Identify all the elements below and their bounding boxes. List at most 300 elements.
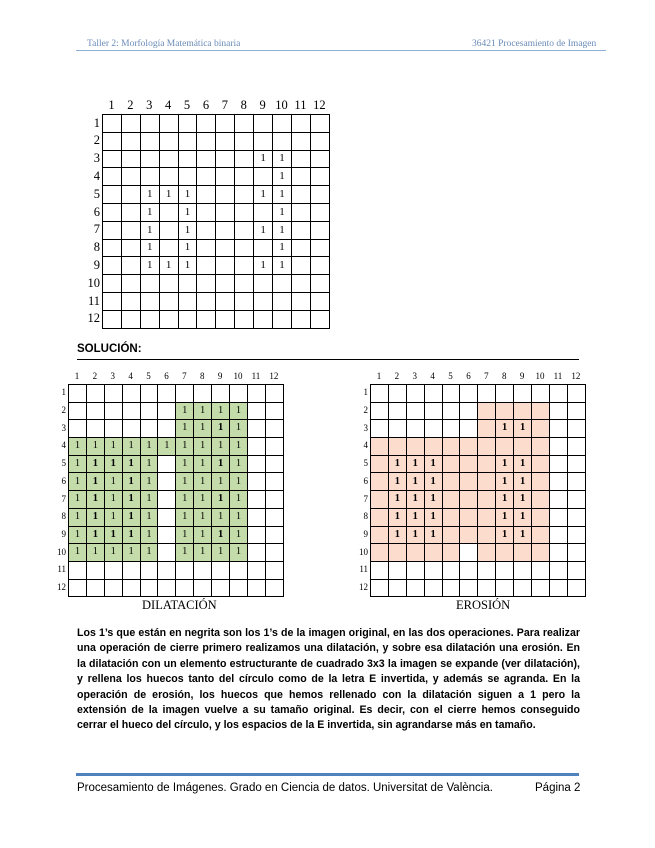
grid-cell — [216, 132, 235, 150]
grid-cell — [140, 385, 158, 403]
grid-cell — [212, 561, 230, 579]
grid-cell: 1 — [122, 473, 140, 491]
grid-cell — [178, 132, 197, 150]
footer-divider — [76, 773, 579, 776]
grid-cell — [235, 292, 254, 310]
row-label: 2 — [363, 405, 368, 416]
grid-cell — [514, 544, 532, 562]
grid-cell — [532, 526, 550, 544]
grid-cell: 1 — [122, 544, 140, 562]
grid-cell: 1 — [178, 186, 197, 204]
grid-cell — [197, 292, 216, 310]
grid-cell — [273, 310, 292, 328]
grid-cell — [178, 292, 197, 310]
grid-cell — [235, 239, 254, 257]
col-label: 10 — [275, 98, 288, 112]
grid-cell — [121, 239, 140, 257]
grid-cell — [122, 420, 140, 438]
grid-cell: 1 — [406, 491, 424, 509]
row-label: 6 — [93, 204, 100, 219]
grid-cell — [122, 402, 140, 420]
grid-cell — [140, 310, 159, 328]
grid-cell — [103, 203, 122, 221]
grid-cell — [388, 438, 406, 456]
grid-row — [371, 420, 586, 438]
grid-cell — [140, 132, 159, 150]
grid-row — [103, 150, 330, 168]
grid-cell — [371, 508, 389, 526]
col-label: 3 — [412, 371, 417, 381]
grid-cell — [212, 579, 230, 597]
header-divider — [76, 50, 606, 51]
grid-cell: 1 — [254, 257, 273, 275]
grid-cell — [291, 257, 310, 275]
grid-cell — [496, 385, 514, 403]
grid-cell: 1 — [496, 455, 514, 473]
grid-row — [69, 544, 284, 562]
grid-cell: 1 — [230, 491, 248, 509]
grid-row — [103, 310, 330, 328]
grid-cell — [310, 115, 329, 133]
grid-cell: 1 — [388, 491, 406, 509]
grid-cell — [496, 544, 514, 562]
grid-cell — [121, 292, 140, 310]
grid-row — [371, 579, 586, 597]
grid-row — [371, 508, 586, 526]
row-label: 10 — [57, 546, 66, 557]
grid-cell — [388, 402, 406, 420]
grid-cell — [496, 561, 514, 579]
grid-cell — [388, 385, 406, 403]
grid-cell — [371, 491, 389, 509]
grid-cell — [103, 275, 122, 293]
grid-row — [69, 402, 284, 420]
dilation-caption: DILATACIÓN — [142, 598, 217, 612]
grid-cell — [265, 385, 283, 403]
row-label: 5 — [93, 186, 100, 201]
grid-cell — [159, 221, 178, 239]
col-label: 5 — [146, 371, 151, 381]
grid-cell: 1 — [212, 526, 230, 544]
grid-cell — [514, 402, 532, 420]
grid-cell — [549, 508, 567, 526]
grid-cell: 1 — [388, 508, 406, 526]
grid-cell — [140, 579, 158, 597]
grid-cell — [549, 385, 567, 403]
grid-cell — [567, 473, 585, 491]
grid-cell — [86, 385, 104, 403]
grid-row — [103, 257, 330, 275]
grid-cell — [424, 544, 442, 562]
grid-cell — [158, 455, 176, 473]
row-label: 4 — [363, 440, 368, 451]
grid-cell — [122, 385, 140, 403]
grid-cell — [567, 561, 585, 579]
grid-cell — [140, 561, 158, 579]
grid-cell — [103, 186, 122, 204]
grid-cell — [197, 203, 216, 221]
row-label: 8 — [363, 511, 368, 522]
grid-cell — [532, 455, 550, 473]
grid-cell: 1 — [194, 473, 212, 491]
grid-cell — [478, 385, 496, 403]
grid-cell — [371, 438, 389, 456]
grid-cell — [103, 168, 122, 186]
grid-cell — [291, 221, 310, 239]
grid-cell — [103, 292, 122, 310]
grid-cell — [265, 544, 283, 562]
grid-cell — [532, 473, 550, 491]
grid-cell — [567, 579, 585, 597]
grid-cell — [158, 561, 176, 579]
col-label: 12 — [269, 371, 279, 381]
grid-cell — [159, 115, 178, 133]
grid-cell — [247, 544, 265, 562]
grid-cell — [514, 579, 532, 597]
grid-cell: 1 — [212, 455, 230, 473]
grid-cell — [265, 455, 283, 473]
grid-cell — [496, 402, 514, 420]
grid-cell — [254, 132, 273, 150]
grid-cell — [567, 508, 585, 526]
grid-cell — [291, 150, 310, 168]
grid-cell — [388, 561, 406, 579]
grid-cell — [549, 438, 567, 456]
grid-cell — [194, 561, 212, 579]
grid-cell — [442, 526, 460, 544]
grid-cell — [247, 402, 265, 420]
grid-cell — [310, 310, 329, 328]
grid-cell: 1 — [194, 508, 212, 526]
grid-cell — [247, 438, 265, 456]
grid-cell: 1 — [194, 491, 212, 509]
grid-cell — [121, 275, 140, 293]
row-label: 10 — [87, 275, 100, 290]
grid-cell — [140, 168, 159, 186]
grid-cell — [291, 203, 310, 221]
grid-cell — [159, 132, 178, 150]
grid-cell: 1 — [140, 239, 159, 257]
grid-cell — [235, 132, 254, 150]
grid-cell — [159, 239, 178, 257]
grid-cell — [103, 221, 122, 239]
grid-cell — [442, 438, 460, 456]
grid-cell: 1 — [496, 420, 514, 438]
grid-cell — [159, 168, 178, 186]
grid-cell — [235, 221, 254, 239]
grid-cell — [247, 561, 265, 579]
grid-cell — [69, 420, 87, 438]
grid-cell: 1 — [230, 455, 248, 473]
grid-cell — [567, 438, 585, 456]
grid-cell — [197, 186, 216, 204]
grid-cell — [478, 438, 496, 456]
grid-cell: 1 — [254, 186, 273, 204]
grid-cell — [159, 292, 178, 310]
grid-cell: 1 — [273, 221, 292, 239]
col-label: 1 — [108, 98, 115, 112]
grid-cell — [460, 491, 478, 509]
grid-cell — [567, 420, 585, 438]
grid-cell: 1 — [122, 508, 140, 526]
grid-cell — [291, 132, 310, 150]
grid-cell: 1 — [140, 473, 158, 491]
grid-cell: 1 — [104, 438, 122, 456]
grid-cell: 1 — [194, 402, 212, 420]
grid-cell: 1 — [104, 455, 122, 473]
row-label: 8 — [61, 511, 66, 522]
grid-cell: 1 — [69, 491, 87, 509]
grid-cell — [567, 491, 585, 509]
grid-cell — [371, 455, 389, 473]
grid-cell — [121, 203, 140, 221]
grid-cell — [549, 473, 567, 491]
grid-cell — [121, 115, 140, 133]
row-label: 7 — [93, 222, 100, 237]
grid-cell — [273, 115, 292, 133]
grid-cell — [424, 438, 442, 456]
grid-cell: 1 — [140, 455, 158, 473]
grid-cell — [442, 491, 460, 509]
col-label: 5 — [183, 98, 191, 112]
row-label: 3 — [61, 422, 66, 433]
grid-cell — [235, 257, 254, 275]
grid-cell — [194, 385, 212, 403]
grid-row — [69, 508, 284, 526]
grid-cell — [247, 526, 265, 544]
grid-cell — [424, 561, 442, 579]
grid-cell: 1 — [514, 526, 532, 544]
grid-cell — [216, 292, 235, 310]
grid-cell — [121, 168, 140, 186]
grid-cell — [442, 420, 460, 438]
grid-cell — [532, 438, 550, 456]
grid-cell — [216, 257, 235, 275]
grid-cell — [291, 310, 310, 328]
grid-cell — [310, 168, 329, 186]
grid-cell — [176, 561, 194, 579]
grid-cell — [158, 526, 176, 544]
grid-cell: 1 — [230, 420, 248, 438]
grid-cell — [178, 310, 197, 328]
row-label: 1 — [363, 387, 368, 398]
grid-cell — [567, 385, 585, 403]
grid-cell — [140, 292, 159, 310]
grid-cell: 1 — [424, 455, 442, 473]
grid-cell: 1 — [388, 473, 406, 491]
grid-cell: 1 — [122, 526, 140, 544]
grid-cell — [254, 310, 273, 328]
grid-cell — [104, 579, 122, 597]
grid-cell — [273, 292, 292, 310]
grid-cell: 1 — [273, 150, 292, 168]
grid-row — [103, 203, 330, 221]
grid-cell — [122, 579, 140, 597]
grid-cell — [549, 526, 567, 544]
grid-cell: 1 — [158, 438, 176, 456]
grid-cell — [104, 385, 122, 403]
grid-cell: 1 — [176, 420, 194, 438]
col-label: 2 — [127, 98, 134, 112]
grid-cell: 1 — [273, 168, 292, 186]
grid-cell — [371, 402, 389, 420]
row-label: 3 — [363, 422, 368, 433]
grid-cell — [442, 473, 460, 491]
grid-cell: 1 — [86, 455, 104, 473]
grid-cell: 1 — [514, 455, 532, 473]
grid-cell — [216, 168, 235, 186]
grid-cell — [216, 239, 235, 257]
grid-cell — [104, 561, 122, 579]
row-label: 6 — [61, 475, 66, 486]
grid-cell — [388, 579, 406, 597]
grid-cell — [496, 438, 514, 456]
grid-cell: 1 — [212, 544, 230, 562]
col-label: 4 — [430, 371, 435, 381]
col-label: 4 — [165, 98, 172, 112]
grid-cell: 1 — [86, 508, 104, 526]
grid-cell — [103, 115, 122, 133]
grid-cell: 1 — [140, 257, 159, 275]
col-label: 6 — [466, 371, 471, 381]
grid-cell — [291, 239, 310, 257]
grid-cell: 1 — [194, 455, 212, 473]
grid-cell — [247, 385, 265, 403]
grid-cell — [371, 420, 389, 438]
grid-cell — [549, 420, 567, 438]
grid-cell — [121, 150, 140, 168]
row-label: 11 — [359, 564, 368, 575]
grid-cell: 1 — [496, 473, 514, 491]
grid-cell — [549, 544, 567, 562]
grid-cell: 1 — [178, 239, 197, 257]
grid-cell — [235, 115, 254, 133]
grid-cell: 1 — [230, 544, 248, 562]
grid-cell — [121, 132, 140, 150]
grid-cell: 1 — [212, 402, 230, 420]
grid-cell — [460, 420, 478, 438]
grid-cell — [216, 186, 235, 204]
grid-cell: 1 — [194, 526, 212, 544]
grid-cell — [197, 257, 216, 275]
grid-cell: 1 — [122, 455, 140, 473]
grid-row — [103, 132, 330, 150]
grid-cell: 1 — [254, 150, 273, 168]
grid-cell — [159, 150, 178, 168]
grid-cell: 1 — [212, 438, 230, 456]
grid-cell — [406, 561, 424, 579]
grid-cell — [178, 115, 197, 133]
grid-cell: 1 — [104, 473, 122, 491]
grid-cell — [216, 203, 235, 221]
grid-cell — [178, 150, 197, 168]
grid-cell — [549, 455, 567, 473]
grid-cell: 1 — [176, 526, 194, 544]
grid-cell — [103, 150, 122, 168]
erosion-caption: EROSIÓN — [456, 598, 511, 612]
grid-cell — [159, 310, 178, 328]
grid-cell — [549, 561, 567, 579]
grid-cell — [230, 579, 248, 597]
grid-cell: 1 — [496, 491, 514, 509]
grid-cell — [478, 544, 496, 562]
grid-cell: 1 — [230, 438, 248, 456]
grid-cell — [159, 275, 178, 293]
grid-cell — [273, 275, 292, 293]
erosion-grid-table — [370, 384, 586, 597]
col-label: 7 — [182, 371, 187, 381]
grid-cell — [273, 132, 292, 150]
grid-cell: 1 — [424, 491, 442, 509]
grid-cell — [230, 561, 248, 579]
grid-cell: 1 — [86, 491, 104, 509]
grid-row — [371, 561, 586, 579]
grid-cell: 1 — [178, 257, 197, 275]
grid-cell — [178, 168, 197, 186]
grid-cell: 1 — [140, 508, 158, 526]
row-label: 12 — [87, 311, 100, 326]
grid-cell — [371, 385, 389, 403]
grid-cell: 1 — [388, 455, 406, 473]
grid-row — [371, 544, 586, 562]
col-label: 5 — [448, 371, 453, 381]
grid-cell — [460, 385, 478, 403]
grid-cell — [86, 561, 104, 579]
grid-cell: 1 — [273, 257, 292, 275]
grid-cell: 1 — [140, 203, 159, 221]
grid-cell — [478, 473, 496, 491]
grid-row — [69, 491, 284, 509]
grid-cell: 1 — [212, 491, 230, 509]
grid-row — [103, 221, 330, 239]
grid-cell — [532, 508, 550, 526]
grid-cell — [178, 275, 197, 293]
grid-cell — [197, 239, 216, 257]
grid-cell — [194, 579, 212, 597]
col-label: 1 — [376, 371, 382, 381]
grid-cell — [158, 579, 176, 597]
grid-cell — [567, 402, 585, 420]
grid-cell — [460, 438, 478, 456]
col-label: 11 — [251, 371, 261, 381]
grid-cell: 1 — [388, 526, 406, 544]
grid-cell: 1 — [273, 186, 292, 204]
grid-cell — [247, 455, 265, 473]
grid-cell — [247, 508, 265, 526]
grid-cell — [254, 275, 273, 293]
row-label: 4 — [61, 440, 66, 451]
row-label: 12 — [57, 582, 66, 593]
grid-cell — [216, 275, 235, 293]
grid-cell: 1 — [69, 473, 87, 491]
grid-cell — [371, 561, 389, 579]
col-label: 6 — [202, 98, 210, 112]
grid-cell — [254, 239, 273, 257]
row-label: 7 — [363, 493, 368, 504]
grid-row — [371, 526, 586, 544]
grid-row — [69, 473, 284, 491]
grid-cell — [371, 526, 389, 544]
grid-cell: 1 — [104, 526, 122, 544]
row-label: 9 — [93, 258, 100, 273]
grid-cell: 1 — [140, 526, 158, 544]
row-label: 2 — [93, 133, 100, 148]
dilation-grid-table — [68, 384, 284, 597]
grid-cell — [216, 150, 235, 168]
grid-cell: 1 — [212, 420, 230, 438]
grid-cell — [371, 579, 389, 597]
grid-row — [69, 385, 284, 403]
